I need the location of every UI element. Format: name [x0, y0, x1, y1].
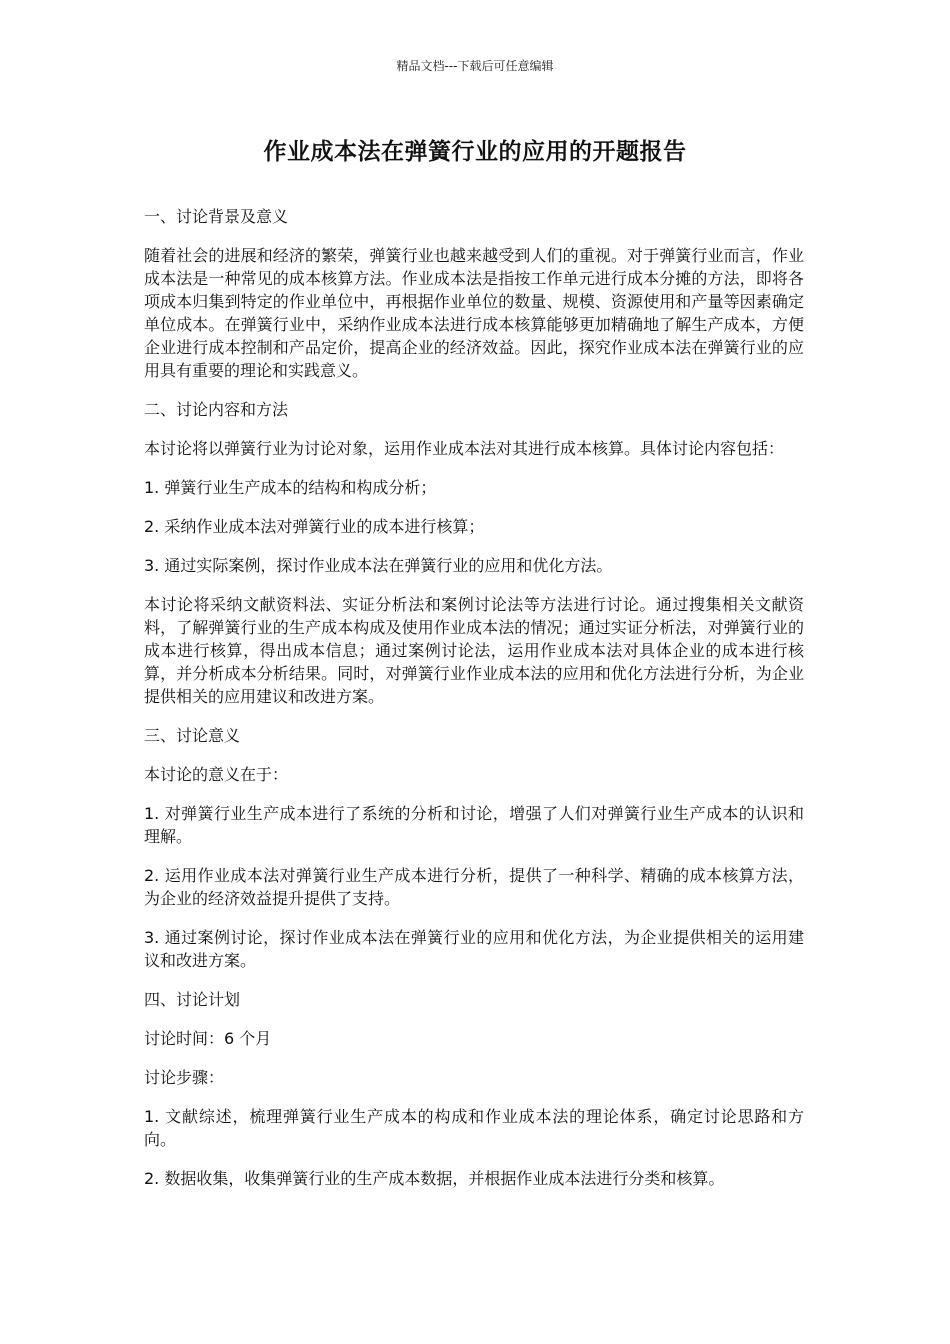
list-item-significance-2: 2. 运用作业成本法对弹簧行业生产成本进行分析，提供了一种科学、精确的成本核算方法，为企业的经济效益提升提供了支持。: [144, 866, 804, 908]
section-heading-content-method: 二、讨论内容和方法: [144, 400, 289, 419]
list-item-step-1: 1. 文献综述，梳理弹簧行业生产成本的构成和作业成本法的理论体系，确定讨论思路和方向。: [144, 1107, 804, 1149]
paragraph-method: 本讨论将采纳文献资料法、实证分析法和案例讨论法等方法进行讨论。通过搜集相关文献资料，了解弹簧行业的生产成本构成及使用作业成本法的情况；通过实证分析法，对弹簧行业的成本进行核算，得出成本信息；通过案例讨论法，运用作业成本法对具体企业的成本进行核算，并分析成本分析结果。同时，对弹簧行业作业成本法的应用和优化方法进行分析，为企业提供相关的应用建议和改进方案。: [144, 595, 804, 706]
paragraph-plan-steps: 讨论步骤：: [144, 1068, 225, 1087]
list-item-step-2: 2. 数据收集，收集弹簧行业的生产成本数据，并根据作业成本法进行分类和核算。: [144, 1169, 725, 1188]
paragraph-background: 随着社会的进展和经济的繁荣，弹簧行业也越来越受到人们的重视。对于弹簧行业而言，作业成本法是一种常见的成本核算方法。作业成本法是指按工作单元进行成本分摊的方法，即将各项成本归集到特定的作业单位中，再根据作业单位的数量、规模、资源使用和产量等因素确定单位成本。在弹簧行业中，采纳作业成本法进行成本核算能够更加精确地了解生产成本，方便企业进行成本控制和产品定价，提高企业的经济效益。因此，探究作业成本法在弹簧行业的应用具有重要的理论和实践意义。: [144, 246, 804, 380]
paragraph-significance-intro: 本讨论的意义在于：: [144, 765, 289, 784]
list-item-content-2: 2. 采纳作业成本法对弹簧行业的成本进行核算；: [144, 517, 485, 536]
paragraph-plan-time: 讨论时间：6 个月: [144, 1029, 272, 1048]
list-item-significance-3: 3. 通过案例讨论，探讨作业成本法在弹簧行业的应用和优化方法，为企业提供相关的运用建议和改进方案。: [144, 928, 804, 970]
document-body: [144, 205, 804, 1206]
section-heading-background: 一、讨论背景及意义: [144, 207, 289, 226]
section-heading-plan: 四、讨论计划: [144, 990, 241, 1009]
section-heading-significance: 三、讨论意义: [144, 726, 241, 745]
header-note: 精品文档---下载后可任意编辑: [396, 59, 554, 73]
paragraph-content-intro: 本讨论将以弹簧行业为讨论对象，运用作业成本法对其进行成本核算。具体讨论内容包括：: [144, 439, 785, 458]
document-title: 作业成本法在弹簧行业的应用的开题报告: [263, 139, 687, 165]
list-item-significance-1: 1. 对弹簧行业生产成本进行了系统的分析和讨论，增强了人们对弹簧行业生产成本的认识和理解。: [144, 804, 804, 846]
list-item-content-1: 1. 弹簧行业生产成本的结构和构成分析；: [144, 478, 437, 497]
list-item-content-3: 3. 通过实际案例，探讨作业成本法在弹簧行业的应用和优化方法。: [144, 556, 613, 575]
